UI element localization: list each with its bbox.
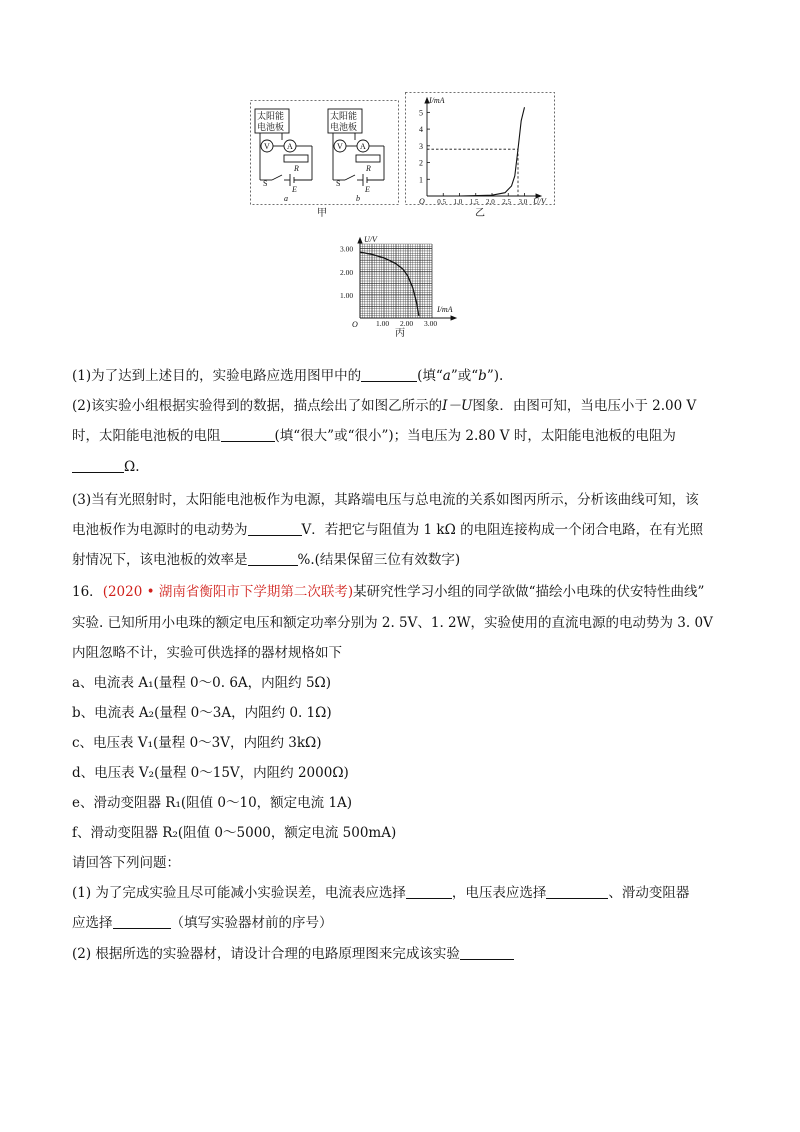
yi-xtick-label: 0.5 <box>437 198 446 206</box>
problem16-line-1: 16．(2020 • 湖南省衡阳市下学期第二次联考)某研究性学习小组的同学欲做“描绘小电珠的伏安特性曲线” <box>72 584 705 600</box>
yi-xtick-label: 2.0 <box>486 198 495 206</box>
subquestion-1-line-1: (1) 为了完成实验且尽可能减小实验误差，电流表应选择 ，电压表应选择 、滑动变阻器 <box>72 885 690 901</box>
circuit-b-sublabel: b <box>356 194 360 203</box>
circuit-a-box-label-2: 电池板 <box>257 122 285 132</box>
answer-blank-rheostat[interactable] <box>113 914 171 929</box>
circuit-b-box-label-2: 电池板 <box>330 122 358 132</box>
yi-xtick-label: 3.0 <box>518 198 528 206</box>
yi-ytick-label: 2 <box>419 158 423 168</box>
problem16-number: 16． <box>72 584 103 600</box>
circuit-a-resistor-label: R <box>294 164 299 173</box>
answer-blank-q3b[interactable] <box>248 551 298 566</box>
figure-yi <box>405 92 555 220</box>
bing-ytick-label: 3.00 <box>340 244 354 254</box>
circuit-a-meter-v: V <box>264 142 270 151</box>
subquestion-1-line-2: 应选择 （填写实验器材前的序号） <box>72 915 333 931</box>
equipment-item-d: d、电压表 V₂(量程 0～15V，内阻约 2000Ω) <box>72 765 349 781</box>
bing-xtick-label: 3.00 <box>424 319 438 328</box>
question-3-line-2: 电池板作为电源时的电动势为 V．若把它与阻值为 1 kΩ 的电阻连接构成一个闭合电路，在有光照 <box>72 522 704 538</box>
figure-bing <box>340 232 462 338</box>
answer-blank-q2b[interactable] <box>72 458 124 473</box>
subquestion-2: (2) 根据所选的实验器材，请设计合理的电路原理图来完成该实验 <box>72 945 514 963</box>
question-2-line-3: Ω. <box>72 458 139 476</box>
circuit-b-box-label-1: 太阳能 <box>330 111 358 121</box>
problem16-source: (2020 • 湖南省衡阳市下学期第二次联考) <box>102 584 354 600</box>
bing-ytick-label: 2.00 <box>340 267 354 277</box>
answer-blank-q2a[interactable] <box>221 427 275 442</box>
bing-xtick-label: 1.00 <box>376 319 390 328</box>
circuit-b-source-label: E <box>365 185 370 194</box>
question-3-line-3: 射情况下，该电池板的效率是 %.(结果保留三位有效数字) <box>72 552 461 568</box>
equipment-item-f: f、滑动变阻器 R₂(阻值 0～5000，额定电流 500mA) <box>72 825 397 841</box>
figure-bing-caption: 丙 <box>395 328 405 338</box>
problem16-line-2: 实验. 已知所用小电珠的额定电压和额定功率分别为 2. 5V、1. 2W，实验使用的直流电源的电动势为 3. 0V <box>72 615 713 631</box>
equipment-item-a: a、电流表 A₁(量程 0～0. 6A，内阻约 5Ω) <box>72 675 331 691</box>
yi-ytick-label: 3 <box>419 141 423 151</box>
bing-y-arrow <box>358 238 362 243</box>
yi-origin: O <box>419 197 425 206</box>
bing-x-arrow <box>451 316 456 320</box>
yi-ytick-label: 4 <box>419 125 423 135</box>
bing-xtick-label: 2.00 <box>400 319 414 328</box>
bing-ylabel: U/V <box>364 235 377 244</box>
answer-blank-voltmeter[interactable] <box>546 884 608 899</box>
figure-jia <box>250 100 400 218</box>
equipment-item-c: c、电压表 V₁(量程 0～3V，内阻约 3kΩ) <box>72 735 322 751</box>
yi-xtick-label: 1.0 <box>453 198 463 206</box>
figure-yi-border <box>406 93 555 205</box>
circuit-a-sublabel: a <box>284 194 288 203</box>
yi-ytick-label: 1 <box>419 175 423 185</box>
problem16-line-3: 内阻忽略不计，实验可供选择的器材规格如下 <box>72 645 342 661</box>
yi-xtick-label: 2.5 <box>502 198 511 206</box>
question-1: (1)为了达到上述目的，实验电路应选用图甲中的 (填“a”或“b”). <box>72 368 504 384</box>
figure-jia-caption: 甲 <box>317 208 327 218</box>
equipment-item-b: b、电流表 A₂(量程 0～3A，内阻约 0. 1Ω) <box>72 705 332 721</box>
yi-ylabel: I/mA <box>429 96 445 105</box>
circuit-a-switch-label: S <box>263 179 268 188</box>
equipment-item-e: e、滑动变阻器 R₁(阻值 0～10，额定电流 1A) <box>72 795 353 811</box>
problem16-prompt: 请回答下列问题： <box>72 855 180 871</box>
answer-blank-q1[interactable] <box>361 367 417 382</box>
circuit-a-source-label: E <box>292 185 297 194</box>
circuit-b-meter-a: A <box>360 142 366 151</box>
bing-xlabel: I/mA <box>437 305 453 314</box>
circuit-b-switch-label: S <box>336 179 341 188</box>
question-2-line-1: (2)该实验小组根据实验得到的数据，描点绘出了如图乙所示的I－U图象．由图可知，当电压小于 2.00 V <box>72 398 697 414</box>
circuit-b-meter-v: V <box>337 142 343 151</box>
circuit-a-meter-a: A <box>287 142 293 151</box>
question-3-line-1: (3)当有光照射时，太阳能电池板作为电源，其路端电压与总电流的关系如图丙所示，分析该曲线可知，该 <box>72 492 699 508</box>
answer-blank-ammeter[interactable] <box>406 884 452 899</box>
yi-xlabel: U/V <box>533 197 546 206</box>
answer-blank-circuit[interactable] <box>460 945 514 960</box>
yi-curve <box>427 107 525 196</box>
circuit-a-box-label-1: 太阳能 <box>257 111 285 121</box>
circuit-b-resistor-label: R <box>366 164 371 173</box>
bing-ytick-label: 1.00 <box>340 290 354 300</box>
yi-xtick-label: 1.5 <box>469 198 479 206</box>
question-2-line-2: 时，太阳能电池板的电阻 (填“很大”或“很小”)；当电压为 2.80 V 时，太阳能电池板的电阻为 <box>72 428 676 444</box>
answer-blank-q3a[interactable] <box>248 521 302 536</box>
figure-yi-caption: 乙 <box>475 208 485 219</box>
bing-origin: O <box>352 320 358 329</box>
yi-ytick-label: 5 <box>419 108 423 118</box>
